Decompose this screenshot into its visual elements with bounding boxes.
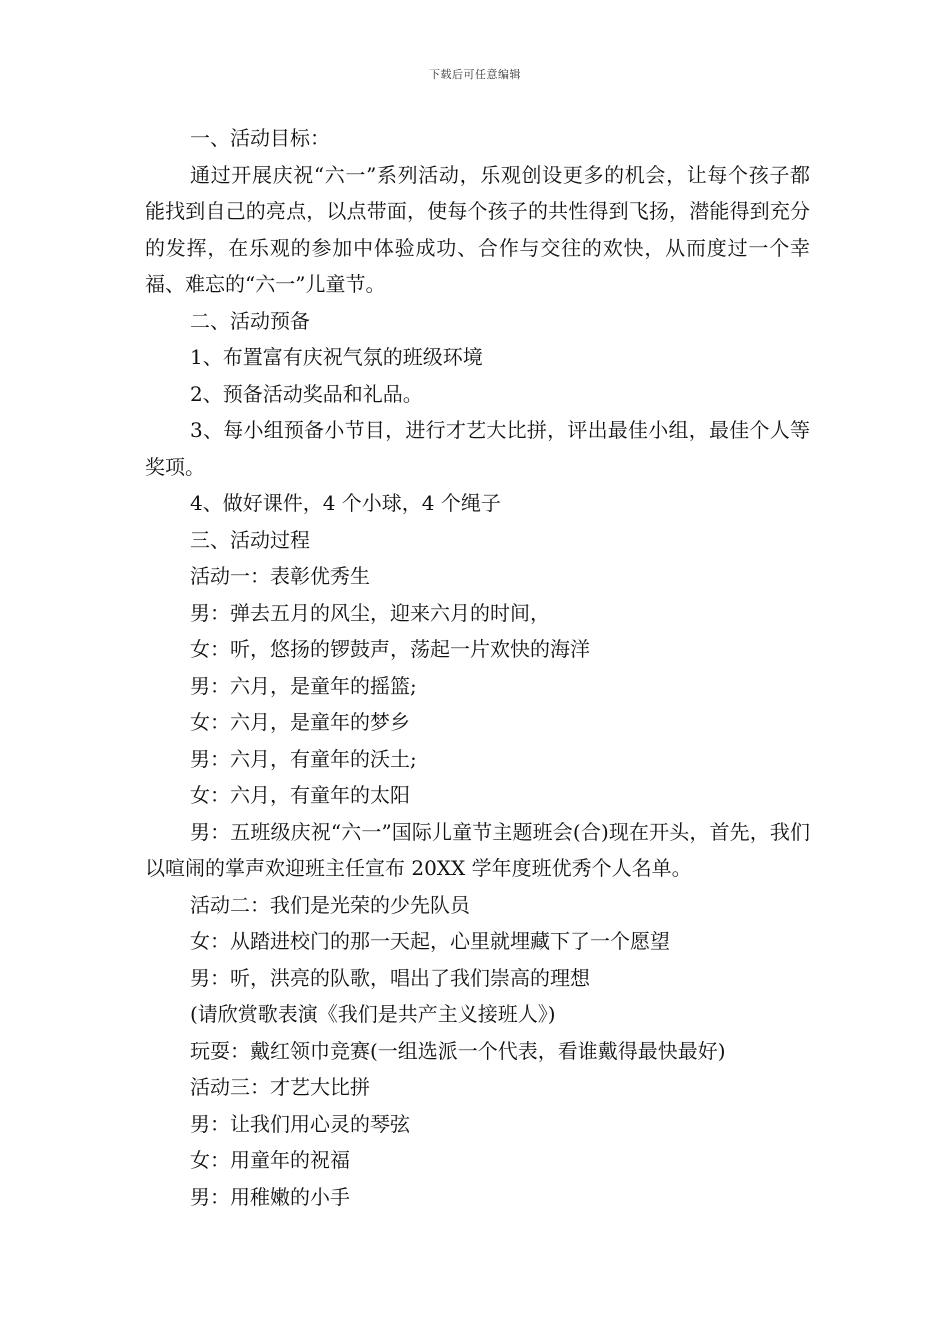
dialogue-line: 男：听，洪亮的队歌，唱出了我们崇高的理想 — [190, 965, 590, 990]
document-body — [145, 120, 810, 1215]
dialogue-line: 男：弹去五月的风尘，迎来六月的时间， — [190, 600, 550, 625]
performance-note: (请欣赏歌表演《我们是共产主义接班人》) — [190, 1002, 556, 1026]
preparation-item-2: 2、预备活动奖品和礼品。 — [190, 381, 423, 406]
section-heading-process: 三、活动过程 — [190, 527, 310, 552]
preparation-item-4: 4、做好课件，4 个小球，4 个绳子 — [190, 491, 501, 515]
dialogue-line: 女：听，悠扬的锣鼓声，荡起一片欢快的海洋 — [190, 637, 590, 661]
page-header-note: 下载后可任意编辑 — [429, 68, 521, 81]
dialogue-line: 女：从踏进校门的那一天起，心里就埋藏下了一个愿望 — [190, 929, 670, 953]
activity-1-heading: 活动一：表彰优秀生 — [190, 564, 370, 588]
preparation-item-3: 3、每小组预备小节目，进行才艺大比拼，评出最佳小组，最佳个人等奖项。 — [145, 418, 810, 479]
activity-3-heading: 活动三：才艺大比拼 — [190, 1075, 370, 1099]
dialogue-line: 女：用童年的祝福 — [190, 1148, 350, 1172]
activity-2-heading: 活动二：我们是光荣的少先队员 — [190, 892, 470, 917]
dialogue-line: 女：六月，有童年的太阳 — [190, 783, 410, 807]
dialogue-line: 男：六月，是童年的摇篮; — [190, 673, 417, 698]
dialogue-line: 男：用稚嫩的小手 — [190, 1184, 350, 1209]
section-heading-goals: 一、活动目标： — [190, 126, 330, 150]
goals-paragraph: 通过开展庆祝“六一”系列活动，乐观创设更多的机会，让每个孩子都能找到自己的亮点，以点带面，使每个孩子的共性得到飞扬，潜能得到充分的发挥，在乐观的参加中体验成功、合作与交往的欢快，从而度过一个幸福、难忘的“六一”儿童节。 — [145, 162, 810, 296]
dialogue-line: 男：五班级庆祝“六一”国际儿童节主题班会(合)现在开头，首先，我们以喧闹的掌声欢迎班主任宣布 20XX 学年度班优秀个人名单。 — [145, 819, 810, 880]
preparation-item-1: 1、布置富有庆祝气氛的班级环境 — [190, 345, 483, 369]
section-heading-preparation: 二、活动预备 — [190, 308, 310, 333]
dialogue-line: 女：六月，是童年的梦乡 — [190, 710, 410, 734]
game-description: 玩耍：戴红领巾竞赛(一组选派一个代表，看谁戴得最快最好) — [190, 1038, 726, 1063]
dialogue-line: 男：让我们用心灵的琴弦 — [190, 1111, 410, 1136]
dialogue-line: 男：六月，有童年的沃土; — [190, 746, 417, 771]
